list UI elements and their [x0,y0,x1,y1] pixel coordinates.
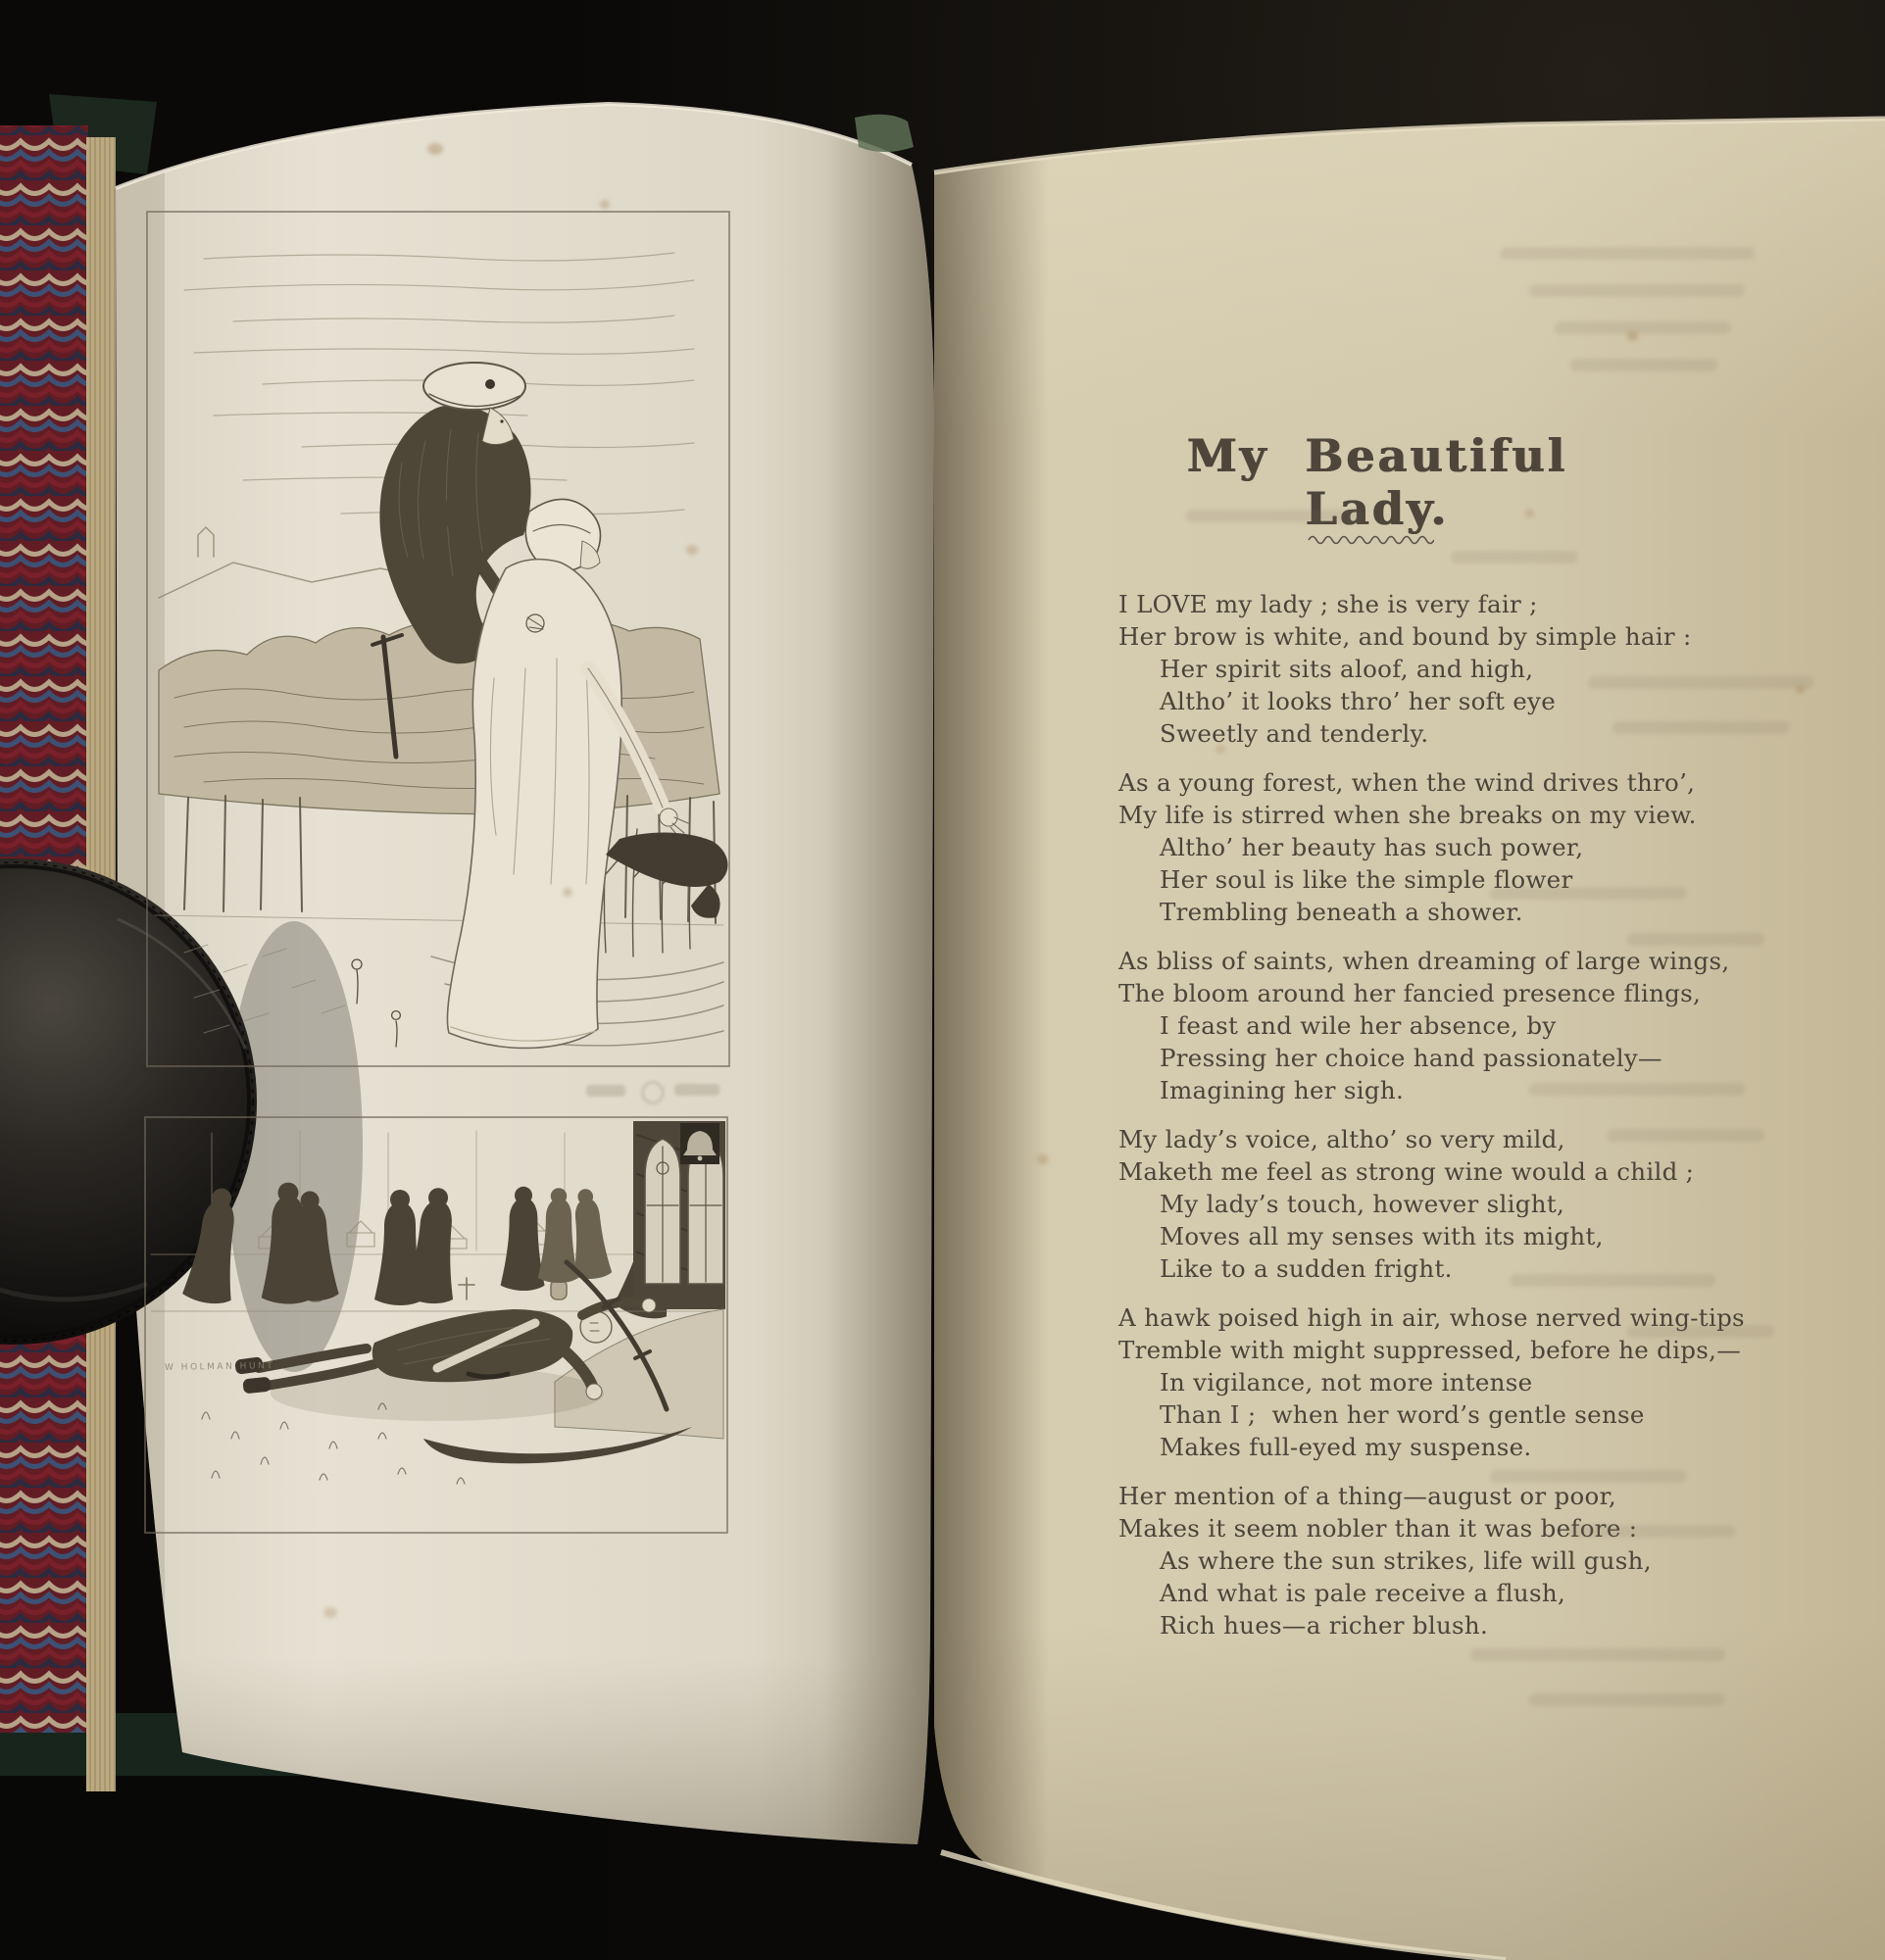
spine-fragment [855,115,914,152]
poem-line: Trembling beneath a shower. [1160,898,1523,926]
poem-line: My lady’s voice, altho’ so very mild, [1118,1125,1565,1153]
poem-line: Maketh me feel as strong wine would a child ; [1118,1157,1695,1186]
poem-line: As a young forest, when the wind drives thro’, [1118,768,1696,797]
poem-line: Her mention of a thing—august or poor, [1118,1482,1616,1510]
poem-line: My life is stirred when she breaks on my view. [1118,801,1697,829]
artist-signature: W HOLMAN HUNT [164,1361,275,1373]
poem-line: I LOVE my lady ; she is very fair ; [1118,590,1538,618]
poem-title: My Beautiful Lady. [1186,429,1568,535]
poem-line: In vigilance, not more intense [1160,1368,1533,1396]
poem-line: Makes full-eyed my suspense. [1160,1433,1532,1461]
poem-line: And what is pale receive a flush, [1160,1579,1566,1607]
poem-line: I feast and wile her absence, by [1160,1011,1557,1040]
poem-line: My lady’s touch, however slight, [1160,1190,1565,1218]
poem-line: As where the sun strikes, life will gush, [1160,1546,1652,1575]
poem-line: Like to a sudden fright. [1160,1254,1453,1283]
poem-line: Sweetly and tenderly. [1160,719,1429,748]
poem-line: Altho’ it looks thro’ her soft eye [1160,687,1556,715]
etching-bottom-panel-mourning [143,1115,731,1537]
poem-stanza [1118,1123,1805,1285]
poem-line: Tremble with might suppressed, before he dips,— [1118,1336,1742,1364]
poem-line: Imagining her sigh. [1160,1076,1405,1104]
poem-line: As bliss of saints, when dreaming of large wings, [1118,947,1730,975]
poem-line: Her brow is white, and bound by simple hair : [1118,622,1692,651]
poem-stanza [1118,766,1805,928]
etching-top-panel-lovers [145,208,733,1070]
poem-line: The bloom around her fancied presence flings, [1118,979,1702,1007]
poem-line: Altho’ her beauty has such power, [1160,833,1584,861]
poem-line: Rich hues—a richer blush. [1160,1611,1489,1640]
poem-line: Her spirit sits aloof, and high, [1160,655,1534,683]
poem-line: Her soul is like the simple flower [1160,865,1573,894]
poem-line: Pressing her choice hand passionately— [1160,1044,1662,1072]
poem-line: Makes it seem nobler than it was before : [1118,1514,1638,1543]
show-through-marks [584,1076,741,1111]
wavy-rule-icon [1307,532,1434,546]
poem-line: Moves all my senses with its might, [1160,1222,1604,1250]
poem-stanza [1118,1480,1805,1642]
poem-line: Than I ; when her word’s gentle sense [1160,1400,1645,1429]
poem-line: A hawk poised high in air, whose nerved wing-tips [1118,1303,1745,1332]
